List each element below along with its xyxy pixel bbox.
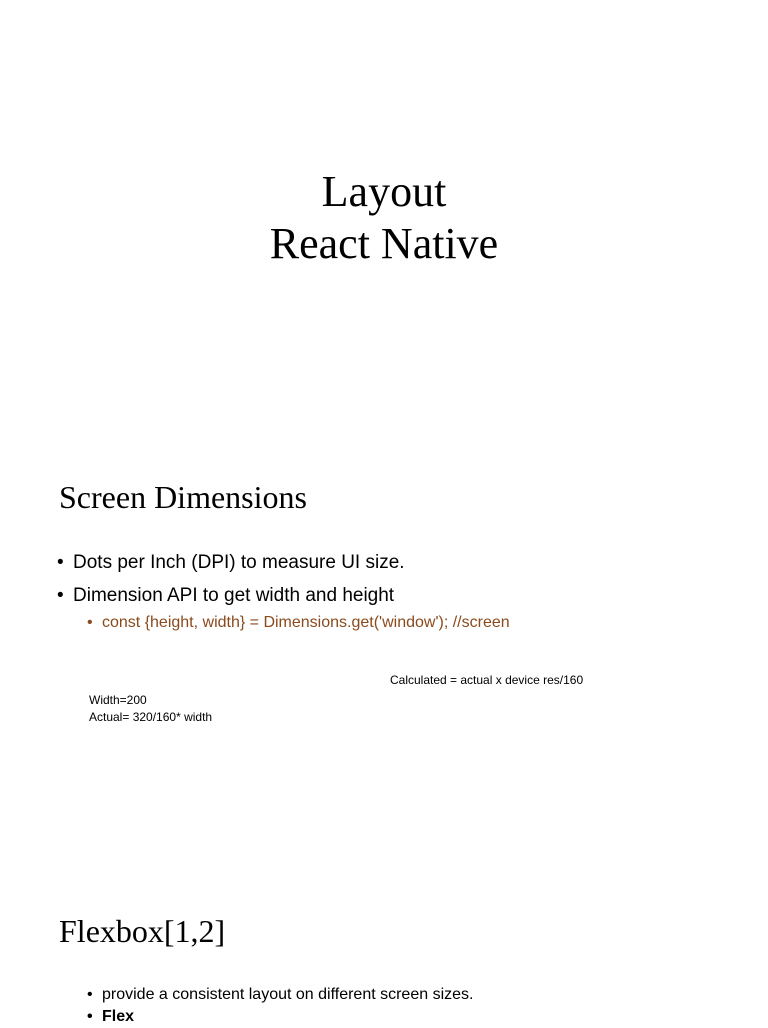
calculated-note: Calculated = actual x device res/160 xyxy=(390,673,584,687)
title-line-layout: Layout xyxy=(321,167,447,216)
bullet-item: • Dots per Inch (DPI) to measure UI size. xyxy=(73,546,510,579)
slide-title xyxy=(0,166,768,270)
bullet-item: • Dimension API to get width and height xyxy=(73,579,510,612)
actual-note: Actual= 320/160* width xyxy=(89,710,213,724)
bullet-list xyxy=(73,546,510,634)
code-sub-bullet: • const {height, width} = Dimensions.get('window'); //screen xyxy=(102,612,510,634)
bullet-item: • Flex xyxy=(102,1006,473,1028)
width-note: Width=200 xyxy=(89,693,147,707)
bullet-item: • provide a consistent layout on different screen sizes. xyxy=(102,984,473,1006)
slide-heading: Screen Dimensions xyxy=(59,479,307,515)
screen-dimensions-slide xyxy=(0,420,768,860)
title-line-react-native: React Native xyxy=(269,219,499,268)
bullet-list xyxy=(102,984,473,1028)
flexbox-slide xyxy=(0,860,768,1024)
slide-heading: Flexbox[1,2] xyxy=(59,913,226,949)
title-slide xyxy=(0,0,768,420)
